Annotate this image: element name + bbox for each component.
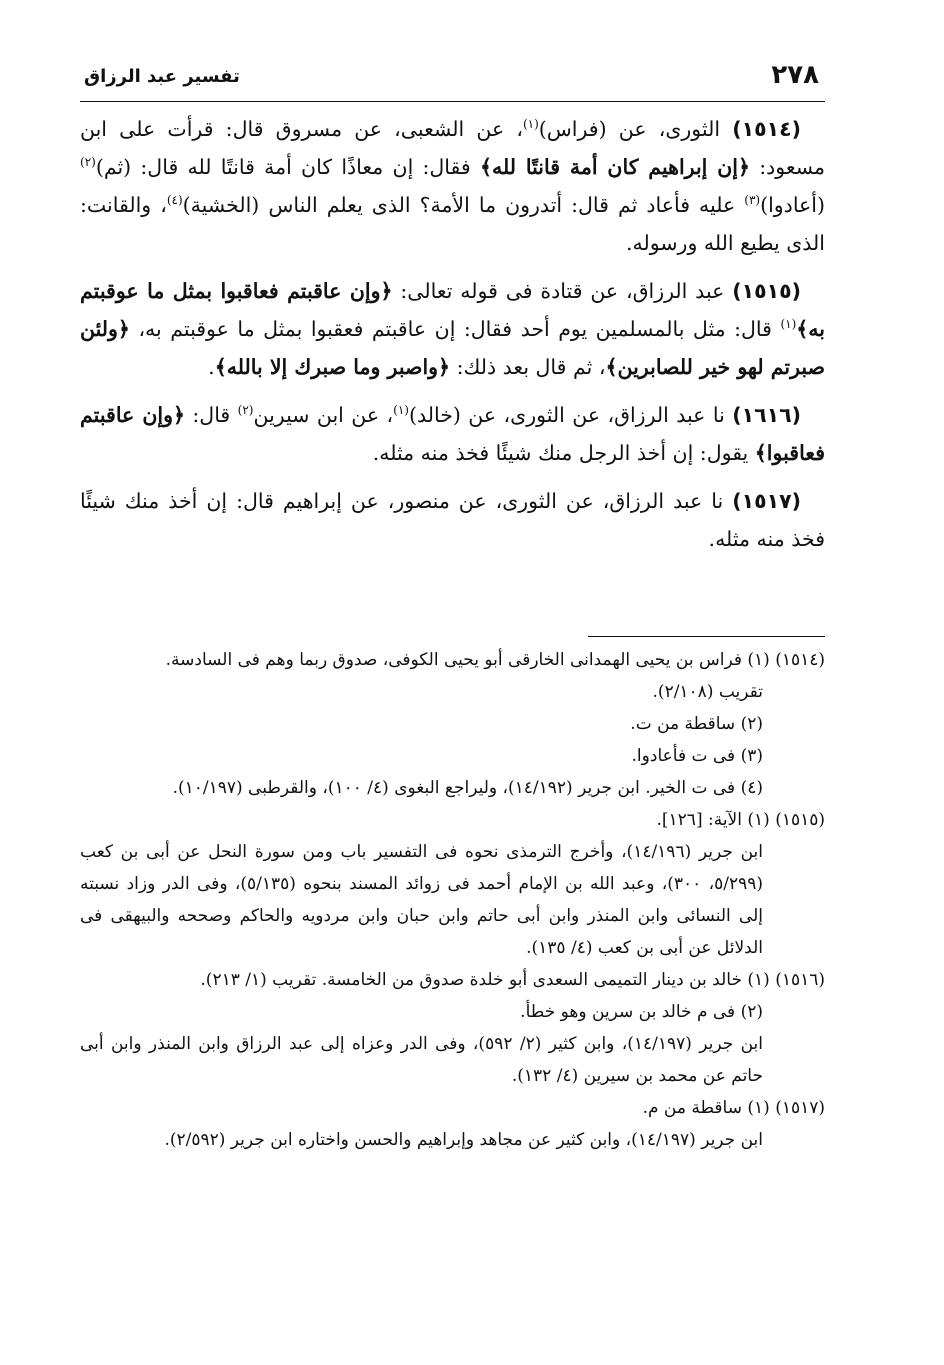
entry-text: (أعادوا)	[760, 193, 825, 217]
entry-text: عبد الرزاق، عن قتادة فى قوله تعالى:	[392, 279, 733, 303]
footnote-ref: (١)	[780, 317, 797, 332]
footnote-ref: (٤)	[166, 193, 183, 208]
entry-number: (١٥١٤)	[732, 117, 801, 141]
footnote-1516-2: (٢) فى م خالد بن سرين وهو خطأ.	[520, 1002, 763, 1022]
quran-verse: ﴿واصبر وما صبرك إلا بالله﴾	[214, 355, 451, 379]
page-number: ٢٧٨	[771, 60, 819, 90]
footnote-1514-1-cont: تقريب (٢/١٠٨).	[652, 682, 763, 702]
footnote-ref: (١)	[522, 117, 539, 132]
footnote-1516-1: (١٥١٦) (١) خالد بن دينار التميمى السعدى أبو خلدة صدوق من الخامسة. تقريب (١/ ٢١٣).	[200, 970, 825, 990]
entry-text: نا عبد الرزاق، عن الثورى، عن منصور، عن إبراهيم قال: إن أخذ منك شيئًا فخذ منه مثله.	[80, 489, 825, 551]
footnote-1514-4: (٤) فى ت الخير. ابن جرير (١٤/١٩٢)، وليراجع البغوى (٤/ ١٠٠)، والقرطبى (١٠/١٩٧).	[172, 778, 763, 798]
quran-verse: ﴿إن إبراهيم كان أمة قانتًا لله﴾	[479, 155, 750, 179]
footnote-ref: (٢)	[237, 403, 254, 418]
footnote-1515-body: ابن جرير (١٤/١٩٦)، وأخرج الترمذى نحوه فى التفسير باب ومن سورة النحل عن أبى بن كعب (٥/٢٩٩، ٣٠٠)، وعبد الله بن الإمام أحمد فى زوائد المسند بنحوه (٥/١٣٥)، وفى الدر وزاد نسبته إلى النسائى وابن المنذر وابن أبى حاتم وابن حبان وابن مردويه والحاكم وصححه والبيهقى فى الدلائل عن أبى بن كعب (٤/ ١٣٥).	[80, 842, 763, 958]
entry-number: (١٥١٥)	[732, 279, 801, 303]
entry-number: (١٦١٦)	[732, 403, 801, 427]
entry-1514	[80, 110, 825, 262]
quran-verse: ﴿ولئن صبرتم لهو خير للصابرين﴾	[80, 317, 825, 379]
entry-text: نا عبد الرزاق، عن الثورى، عن (خالد)	[408, 403, 733, 427]
entry-text: ، عن الشعبى، عن مسروق قال: قرأت على ابن مسعود:	[80, 117, 825, 179]
quran-verse: ﴿وإن عاقبتم فعاقبوا بمثل ما عوقبتم به﴾	[80, 279, 825, 341]
entry-text: فقال: إن معاذًا كان أمة قانتًا لله قال: (ثم)	[95, 155, 480, 179]
page-header	[80, 58, 825, 102]
entry-text: عليه فأعاد ثم قال: أتدرون ما الأمة؟ الذى يعلم الناس (الخشية)	[182, 193, 745, 217]
footnote-1515-1: (١٥١٥) (١) الآية: [١٢٦].	[656, 810, 825, 830]
footnote-ref: (٣)	[744, 193, 761, 208]
footnote-1516-body: ابن جرير (١٤/١٩٧)، وابن كثير (٢/ ٥٩٢)، وفى الدر وعزاه إلى عبد الرزاق وابن المنذر وابن أبى حاتم عن محمد بن سيرين (٤/ ١٣٢).	[80, 1034, 763, 1086]
entry-text: .	[208, 355, 215, 379]
entry-text: قال: مثل بالمسلمين يوم أحد فقال: إن عاقبتم فعقبوا بمثل ما عوقبتم به،	[129, 317, 781, 341]
footnote-separator	[588, 636, 825, 637]
entry-text: ، عن ابن سيرين	[253, 403, 394, 427]
main-text	[80, 110, 825, 568]
header-rule	[80, 101, 825, 102]
entry-1517	[80, 482, 825, 558]
entry-text: ، ثم قال بعد ذلك:	[450, 355, 606, 379]
footnote-1517-1: (١٥١٧) (١) ساقطة من م.	[642, 1098, 825, 1118]
footnotes	[80, 644, 825, 1156]
entry-text: الثورى، عن (فراس)	[538, 117, 733, 141]
entry-1616	[80, 396, 825, 472]
footnote-1514-2: (٢) ساقطة من ت.	[630, 714, 763, 734]
entry-1515	[80, 272, 825, 386]
entry-text: يقول: إن أخذ الرجل منك شيئًا فخذ منه مثله.	[372, 441, 755, 465]
quran-verse: ﴿وإن عاقبتم فعاقبوا﴾	[80, 403, 825, 465]
footnote-1514-1: (١٥١٤) (١) فراس بن يحيى الهمدانى الخارقى أبو يحيى الكوفى، صدوق ربما وهم فى السادسة.	[165, 650, 825, 670]
footnote-ref: (١)	[393, 403, 409, 418]
running-title: تفسير عبد الرزاق	[84, 66, 240, 87]
footnote-1517-body: ابن جرير (١٤/١٩٧)، وابن كثير عن مجاهد وإبراهيم والحسن واختاره ابن جرير (٢/٥٩٢).	[164, 1130, 763, 1150]
entry-text: قال:	[184, 403, 238, 427]
entry-number: (١٥١٧)	[732, 489, 801, 513]
footnote-1514-3: (٣) فى ت فأعادوا.	[631, 746, 763, 766]
footnote-ref: (٢)	[80, 155, 96, 170]
entry-text: ، والقانت: الذى يطيع الله ورسوله.	[80, 193, 825, 255]
